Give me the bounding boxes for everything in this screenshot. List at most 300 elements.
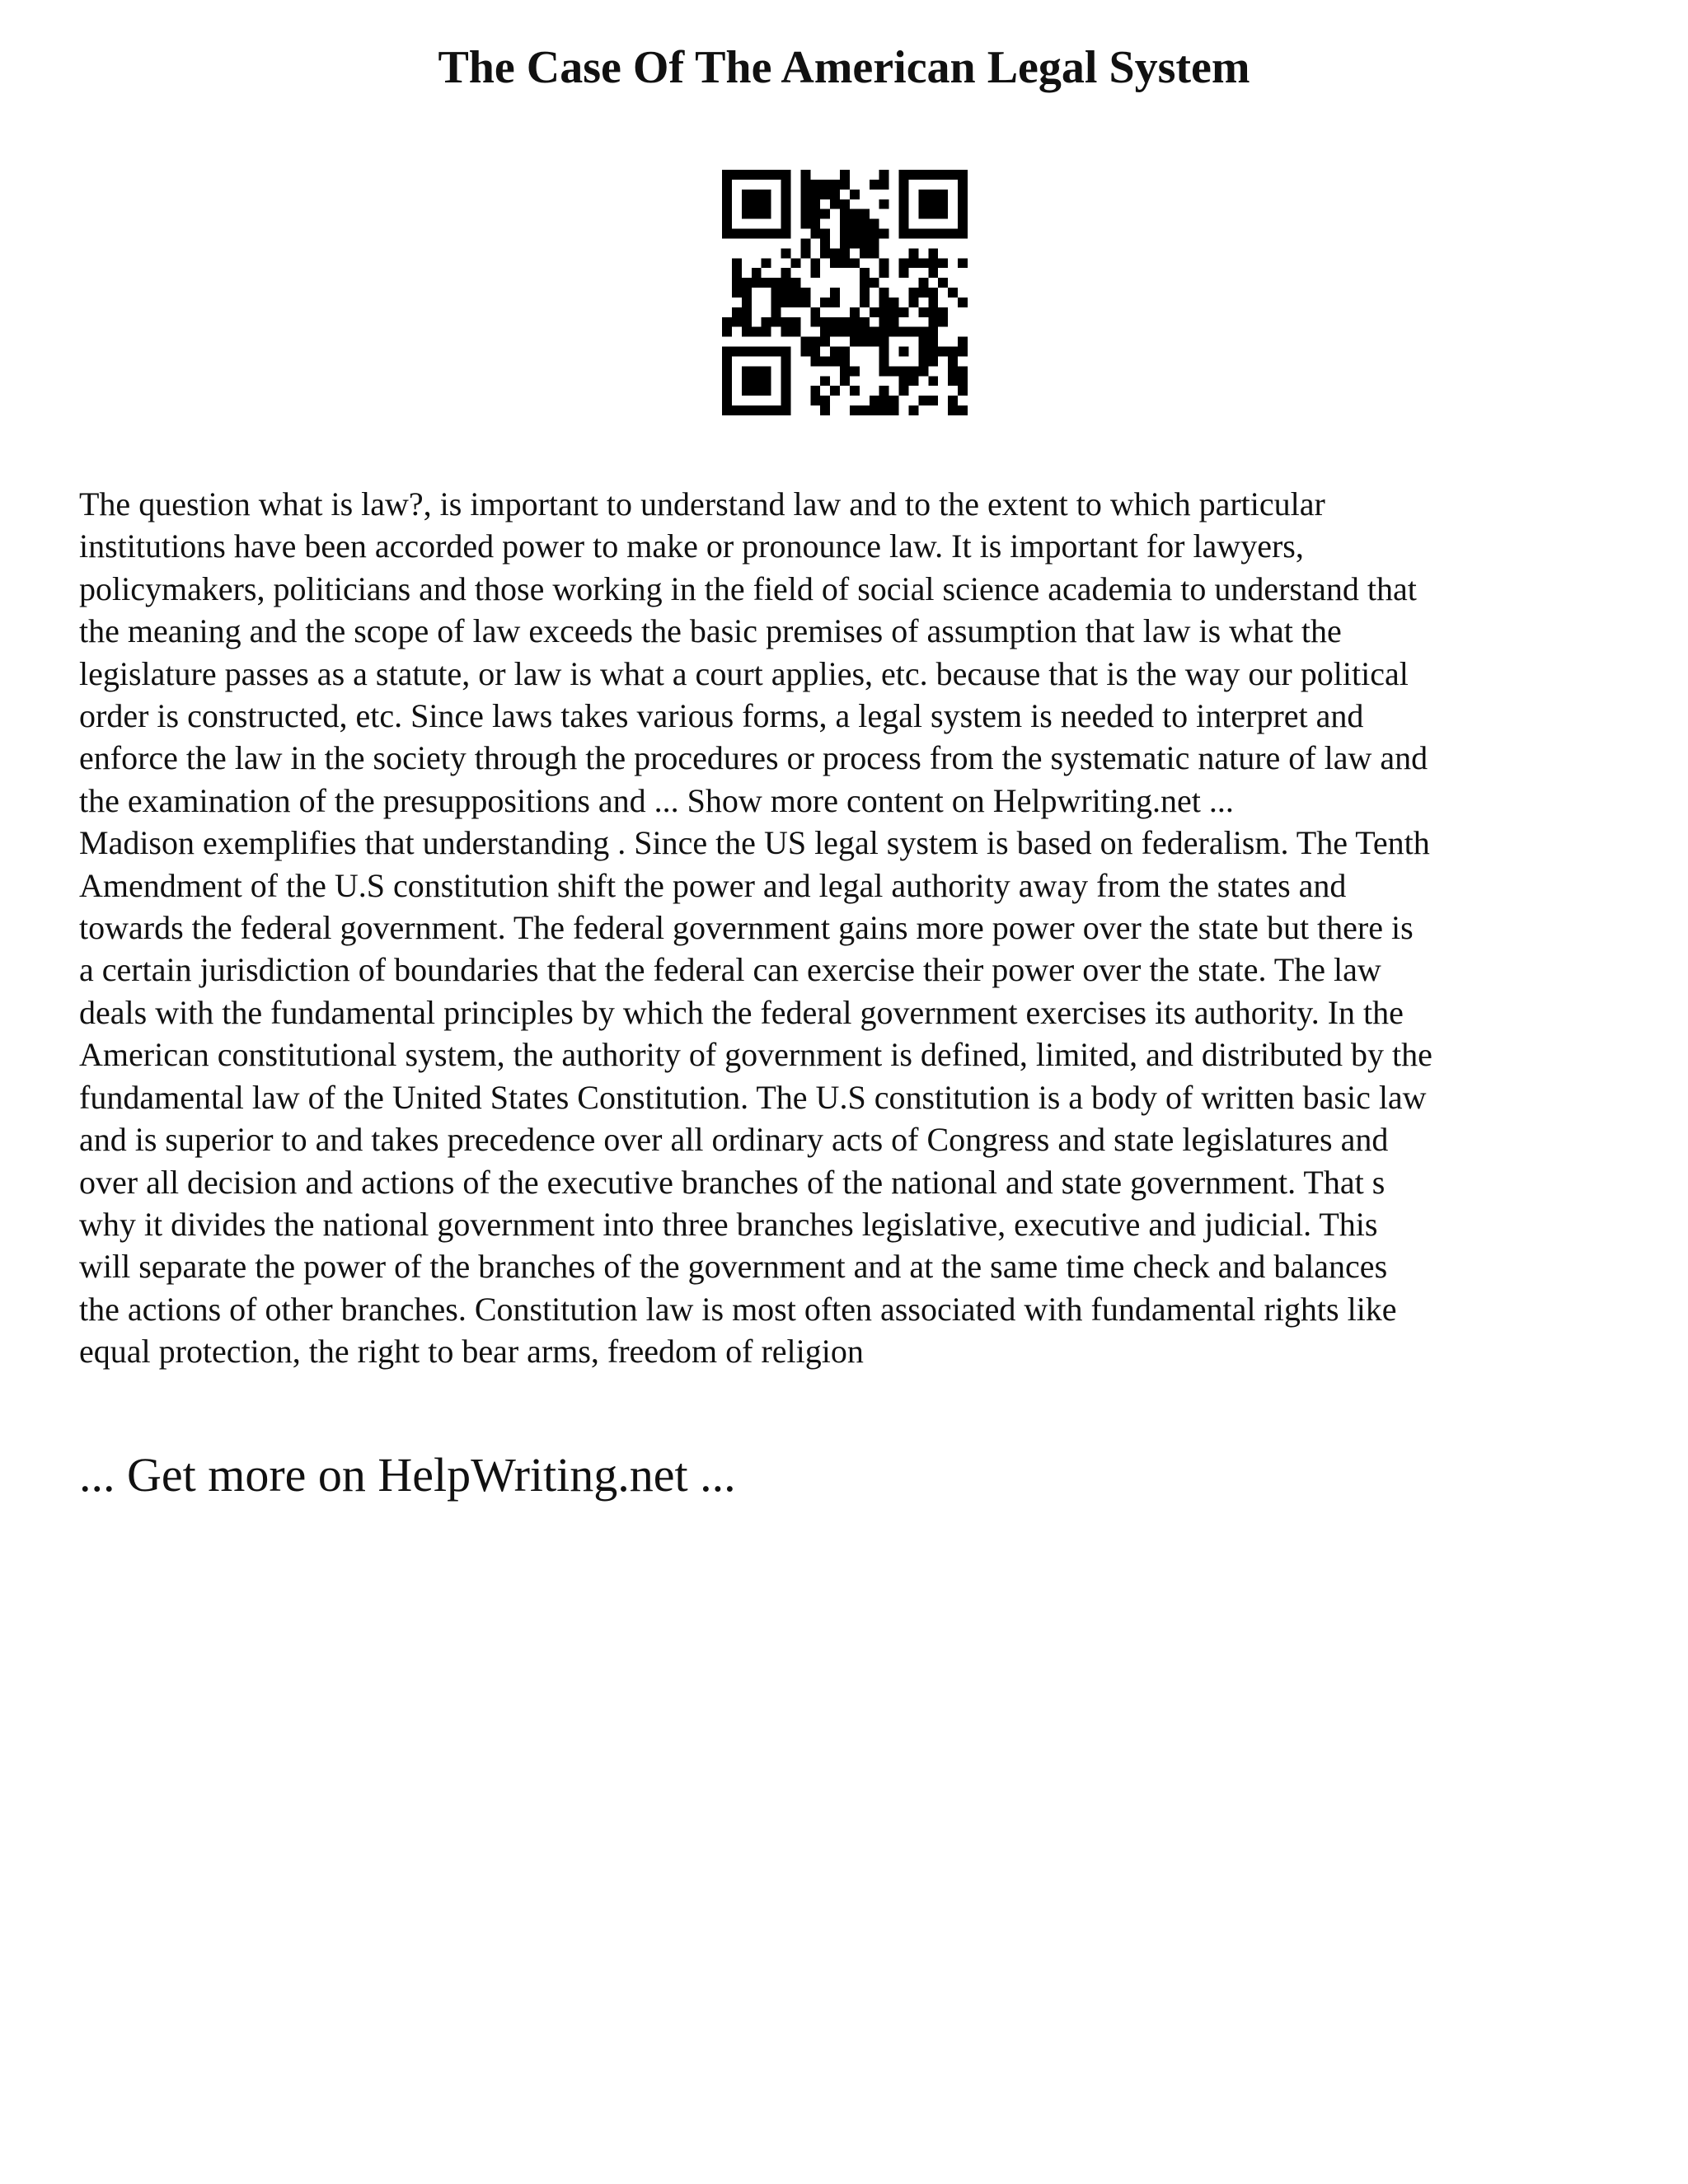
qr-module bbox=[722, 396, 732, 405]
qr-module bbox=[742, 376, 752, 386]
qr-module bbox=[771, 229, 781, 239]
qr-module bbox=[850, 258, 860, 268]
qr-module bbox=[820, 376, 830, 386]
qr-module bbox=[948, 347, 958, 357]
qr-module bbox=[781, 180, 791, 190]
qr-module bbox=[958, 258, 968, 268]
qr-module bbox=[879, 298, 889, 307]
qr-module bbox=[762, 327, 771, 337]
qr-module bbox=[948, 288, 958, 298]
qr-module bbox=[742, 209, 752, 219]
qr-module bbox=[958, 337, 968, 347]
qr-module bbox=[889, 327, 899, 337]
qr-module bbox=[850, 307, 860, 317]
qr-module bbox=[771, 298, 781, 307]
qr-module bbox=[830, 288, 840, 298]
qr-module bbox=[879, 405, 889, 415]
qr-module bbox=[928, 347, 938, 357]
qr-module bbox=[928, 337, 938, 347]
qr-module bbox=[958, 386, 968, 396]
body-line: policymakers, politicians and those working in the field of social science academia to understand that bbox=[79, 569, 1417, 607]
qr-module bbox=[722, 356, 732, 366]
qr-module bbox=[790, 327, 800, 337]
qr-module bbox=[742, 347, 752, 357]
qr-module bbox=[732, 347, 742, 357]
body-text bbox=[79, 483, 1612, 1373]
qr-module bbox=[938, 347, 948, 357]
qr-module bbox=[742, 366, 752, 376]
qr-module bbox=[850, 209, 860, 219]
body-line: will separate the power of the branches of the government and at the same time check and balances bbox=[79, 1248, 1388, 1286]
qr-module bbox=[889, 317, 899, 327]
qr-module bbox=[762, 199, 771, 209]
qr-module bbox=[879, 347, 889, 357]
qr-module bbox=[928, 248, 938, 258]
qr-module bbox=[810, 337, 820, 347]
qr-module bbox=[918, 337, 928, 347]
qr-module bbox=[722, 229, 732, 239]
qr-module bbox=[722, 405, 732, 415]
qr-module bbox=[790, 298, 800, 307]
qr-module bbox=[870, 278, 879, 288]
qr-module bbox=[830, 347, 840, 357]
qr-module bbox=[781, 347, 791, 357]
qr-module bbox=[948, 366, 958, 376]
qr-module bbox=[908, 298, 918, 307]
qr-module bbox=[860, 219, 870, 229]
qr-module bbox=[850, 229, 860, 239]
qr-module bbox=[830, 248, 840, 258]
qr-module bbox=[830, 356, 840, 366]
qr-module bbox=[820, 238, 830, 248]
qr-module bbox=[908, 170, 918, 180]
qr-module bbox=[870, 396, 879, 405]
qr-module bbox=[722, 209, 732, 219]
qr-module bbox=[918, 356, 928, 366]
qr-module bbox=[762, 376, 771, 386]
qr-module bbox=[722, 386, 732, 396]
qr-module bbox=[820, 209, 830, 219]
qr-module bbox=[899, 268, 909, 278]
qr-module bbox=[722, 347, 732, 357]
qr-module bbox=[860, 298, 870, 307]
qr-module bbox=[850, 386, 860, 396]
qr-module bbox=[860, 288, 870, 298]
qr-module bbox=[908, 405, 918, 415]
qr-module bbox=[742, 327, 752, 337]
qr-module bbox=[938, 170, 948, 180]
qr-module bbox=[762, 209, 771, 219]
qr-module bbox=[870, 307, 879, 317]
qr-module bbox=[840, 327, 850, 337]
qr-module bbox=[908, 229, 918, 239]
qr-module bbox=[771, 317, 781, 327]
qr-module bbox=[928, 199, 938, 209]
qr-module bbox=[771, 278, 781, 288]
qr-module bbox=[938, 258, 948, 268]
qr-module bbox=[752, 170, 762, 180]
body-line: Madison exemplifies that understanding . Since the US legal system is based on federalism. The Tenth bbox=[79, 824, 1430, 862]
qr-module bbox=[762, 190, 771, 199]
qr-module bbox=[879, 170, 889, 180]
qr-module bbox=[732, 278, 742, 288]
qr-module bbox=[899, 180, 909, 190]
body-line: The question what is law?, is important to understand law and to the extent to which particular bbox=[79, 485, 1325, 523]
qr-module bbox=[889, 396, 899, 405]
qr-module bbox=[928, 356, 938, 366]
qr-module bbox=[732, 307, 742, 317]
qr-module bbox=[810, 386, 820, 396]
qr-module bbox=[742, 307, 752, 317]
qr-module bbox=[762, 386, 771, 396]
qr-module bbox=[918, 199, 928, 209]
qr-module bbox=[840, 258, 850, 268]
qr-module bbox=[752, 209, 762, 219]
qr-module bbox=[790, 278, 800, 288]
body-line: why it divides the national government into three branches legislative, executive and judicial. This bbox=[79, 1205, 1378, 1243]
qr-module bbox=[928, 288, 938, 298]
qr-module bbox=[810, 190, 820, 199]
qr-module bbox=[958, 219, 968, 229]
qr-module bbox=[752, 268, 762, 278]
qr-module bbox=[889, 298, 899, 307]
qr-module bbox=[762, 347, 771, 357]
qr-module bbox=[820, 190, 830, 199]
qr-module bbox=[918, 366, 928, 376]
qr-module bbox=[732, 405, 742, 415]
qr-module bbox=[752, 199, 762, 209]
qr-module bbox=[840, 170, 850, 180]
body-line: legislature passes as a statute, or law is what a court applies, etc. because that is the way our political bbox=[79, 654, 1409, 692]
qr-module bbox=[840, 199, 850, 209]
qr-module bbox=[860, 327, 870, 337]
qr-module bbox=[870, 405, 879, 415]
qr-module bbox=[722, 317, 732, 327]
qr-module bbox=[879, 317, 889, 327]
qr-module bbox=[742, 386, 752, 396]
qr-module bbox=[752, 347, 762, 357]
qr-module bbox=[830, 180, 840, 190]
qr-module bbox=[810, 347, 820, 357]
body-line: towards the federal government. The federal government gains more power over the state but there is bbox=[79, 909, 1414, 947]
qr-module bbox=[928, 170, 938, 180]
qr-module bbox=[928, 229, 938, 239]
qr-module bbox=[850, 337, 860, 347]
qr-module bbox=[732, 229, 742, 239]
qr-module bbox=[722, 366, 732, 376]
qr-module bbox=[752, 386, 762, 396]
qr-module bbox=[958, 366, 968, 376]
qr-module bbox=[781, 199, 791, 209]
qr-module bbox=[938, 278, 948, 288]
qr-module bbox=[800, 337, 810, 347]
get-more-link[interactable]: ... Get more on HelpWriting.net ... bbox=[79, 1448, 736, 1502]
qr-module bbox=[899, 327, 909, 337]
qr-module bbox=[860, 238, 870, 248]
qr-module bbox=[810, 199, 820, 209]
qr-module bbox=[938, 307, 948, 317]
qr-module bbox=[928, 209, 938, 219]
qr-module bbox=[722, 170, 732, 180]
qr-module bbox=[742, 298, 752, 307]
qr-module bbox=[820, 317, 830, 327]
qr-module bbox=[840, 180, 850, 190]
qr-module bbox=[850, 190, 860, 199]
qr-module bbox=[781, 376, 791, 386]
qr-module bbox=[781, 190, 791, 199]
qr-module bbox=[790, 317, 800, 327]
qr-module bbox=[879, 180, 889, 190]
qr-module bbox=[889, 307, 899, 317]
qr-module bbox=[879, 258, 889, 268]
qr-module bbox=[850, 405, 860, 415]
qr-module bbox=[928, 307, 938, 317]
qr-module bbox=[732, 317, 742, 327]
qr-module bbox=[918, 288, 928, 298]
qr-module bbox=[810, 209, 820, 219]
qr-module bbox=[879, 229, 889, 239]
qr-module bbox=[810, 229, 820, 239]
qr-module bbox=[781, 248, 791, 258]
qr-module bbox=[800, 347, 810, 357]
qr-module bbox=[938, 190, 948, 199]
qr-module bbox=[820, 396, 830, 405]
qr-module bbox=[879, 386, 889, 396]
qr-module bbox=[938, 199, 948, 209]
qr-module bbox=[840, 229, 850, 239]
qr-module bbox=[918, 258, 928, 268]
qr-module bbox=[879, 327, 889, 337]
qr-module bbox=[928, 268, 938, 278]
qr-module bbox=[742, 229, 752, 239]
qr-module bbox=[948, 229, 958, 239]
qr-module bbox=[762, 405, 771, 415]
qr-module bbox=[800, 199, 810, 209]
qr-module bbox=[948, 170, 958, 180]
qr-module bbox=[742, 405, 752, 415]
qr-module bbox=[820, 229, 830, 239]
qr-module bbox=[771, 288, 781, 298]
qr-module bbox=[722, 219, 732, 229]
qr-module bbox=[820, 298, 830, 307]
body-line: American constitutional system, the authority of government is defined, limited, and distributed by the bbox=[79, 1036, 1432, 1074]
qr-module bbox=[958, 405, 968, 415]
qr-module bbox=[879, 366, 889, 376]
qr-module bbox=[958, 209, 968, 219]
qr-module bbox=[742, 317, 752, 327]
qr-module bbox=[771, 405, 781, 415]
qr-module bbox=[752, 229, 762, 239]
qr-module bbox=[781, 170, 791, 180]
qr-module bbox=[918, 229, 928, 239]
qr-module bbox=[870, 337, 879, 347]
qr-module bbox=[860, 268, 870, 278]
qr-module bbox=[899, 347, 909, 357]
qr-module bbox=[870, 327, 879, 337]
qr-module bbox=[870, 248, 879, 258]
qr-module bbox=[860, 337, 870, 347]
qr-module bbox=[800, 209, 810, 219]
body-line: and is superior to and takes precedence over all ordinary acts of Congress and state legislatures and bbox=[79, 1121, 1389, 1159]
page-title: The Case Of The American Legal System bbox=[438, 42, 1250, 93]
qr-module bbox=[840, 248, 850, 258]
qr-module bbox=[790, 258, 800, 268]
qr-module bbox=[908, 327, 918, 337]
qr-module bbox=[860, 317, 870, 327]
qr-module bbox=[781, 229, 791, 239]
qr-module bbox=[928, 298, 938, 307]
qr-module bbox=[948, 396, 958, 405]
qr-module bbox=[781, 327, 791, 337]
qr-module bbox=[948, 405, 958, 415]
qr-module bbox=[742, 170, 752, 180]
qr-module bbox=[879, 268, 889, 278]
qr-module bbox=[918, 278, 928, 288]
qr-module bbox=[732, 268, 742, 278]
qr-module bbox=[722, 180, 732, 190]
qr-module bbox=[781, 219, 791, 229]
qr-module bbox=[840, 317, 850, 327]
qr-module bbox=[781, 405, 791, 415]
qr-module bbox=[908, 288, 918, 298]
qr-code-icon bbox=[722, 170, 968, 415]
qr-module bbox=[810, 307, 820, 317]
qr-module bbox=[810, 268, 820, 278]
qr-module bbox=[742, 199, 752, 209]
qr-module bbox=[850, 219, 860, 229]
qr-module bbox=[762, 229, 771, 239]
qr-module bbox=[899, 386, 909, 396]
qr-module bbox=[781, 268, 791, 278]
qr-module bbox=[830, 317, 840, 327]
qr-module bbox=[771, 347, 781, 357]
qr-module bbox=[870, 219, 879, 229]
qr-module bbox=[800, 288, 810, 298]
qr-module bbox=[820, 248, 830, 258]
body-line: Amendment of the U.S constitution shift the power and legal authority away from the states and bbox=[79, 866, 1347, 904]
qr-module bbox=[879, 337, 889, 347]
qr-module bbox=[879, 307, 889, 317]
qr-module bbox=[781, 356, 791, 366]
qr-module bbox=[722, 376, 732, 386]
qr-module bbox=[840, 219, 850, 229]
qr-module bbox=[899, 376, 909, 386]
qr-module bbox=[762, 317, 771, 327]
qr-module bbox=[732, 170, 742, 180]
qr-module bbox=[899, 209, 909, 219]
qr-module bbox=[800, 238, 810, 248]
qr-module bbox=[810, 219, 820, 229]
qr-module bbox=[830, 258, 840, 268]
qr-module bbox=[958, 180, 968, 190]
qr-module bbox=[752, 190, 762, 199]
qr-module bbox=[800, 298, 810, 307]
qr-module bbox=[732, 288, 742, 298]
qr-module bbox=[820, 405, 830, 415]
qr-module bbox=[948, 356, 958, 366]
qr-module bbox=[762, 366, 771, 376]
qr-code[interactable] bbox=[722, 170, 968, 415]
body-line: order is constructed, etc. Since laws takes various forms, a legal system is needed to interpret and bbox=[79, 697, 1364, 735]
qr-module bbox=[889, 405, 899, 415]
qr-module bbox=[908, 366, 918, 376]
qr-module bbox=[722, 190, 732, 199]
body-line: enforce the law in the society through the procedures or process from the systematic nature of law and bbox=[79, 739, 1428, 777]
qr-module bbox=[928, 396, 938, 405]
qr-module bbox=[762, 258, 771, 268]
qr-module bbox=[840, 238, 850, 248]
qr-module bbox=[732, 258, 742, 268]
qr-module bbox=[870, 229, 879, 239]
qr-module bbox=[742, 288, 752, 298]
qr-module bbox=[918, 190, 928, 199]
qr-module bbox=[899, 307, 909, 317]
qr-module bbox=[879, 356, 889, 366]
qr-module bbox=[850, 366, 860, 376]
qr-module bbox=[918, 209, 928, 219]
qr-module bbox=[752, 327, 762, 337]
qr-module bbox=[928, 317, 938, 327]
qr-module bbox=[781, 366, 791, 376]
qr-module bbox=[781, 298, 791, 307]
qr-module bbox=[771, 170, 781, 180]
qr-module bbox=[860, 278, 870, 288]
qr-module bbox=[722, 327, 732, 337]
qr-module bbox=[889, 366, 899, 376]
body-line: the examination of the presuppositions and ... Show more content on Helpwriting.net ... bbox=[79, 781, 1234, 819]
qr-module bbox=[752, 405, 762, 415]
body-line: the meaning and the scope of law exceeds the basic premises of assumption that law is what the bbox=[79, 612, 1342, 650]
qr-module bbox=[830, 190, 840, 199]
qr-module bbox=[958, 190, 968, 199]
qr-module bbox=[928, 190, 938, 199]
qr-module bbox=[899, 199, 909, 209]
qr-module bbox=[771, 307, 781, 317]
qr-module bbox=[830, 298, 840, 307]
qr-module bbox=[830, 199, 840, 209]
qr-module bbox=[948, 376, 958, 386]
qr-module bbox=[958, 376, 968, 386]
qr-module bbox=[908, 258, 918, 268]
qr-module bbox=[928, 327, 938, 337]
qr-module bbox=[830, 327, 840, 337]
qr-module bbox=[820, 327, 830, 337]
qr-module bbox=[781, 317, 791, 327]
qr-module bbox=[840, 366, 850, 376]
qr-module bbox=[870, 180, 879, 190]
qr-module bbox=[810, 396, 820, 405]
qr-module bbox=[762, 278, 771, 288]
qr-module bbox=[850, 238, 860, 248]
qr-module bbox=[850, 317, 860, 327]
qr-module bbox=[810, 356, 820, 366]
qr-module bbox=[899, 219, 909, 229]
body-line: institutions have been accorded power to make or pronounce law. It is important for lawyers, bbox=[79, 527, 1304, 565]
qr-module bbox=[800, 248, 810, 258]
qr-module bbox=[820, 337, 830, 347]
qr-module bbox=[860, 248, 870, 258]
qr-module bbox=[790, 288, 800, 298]
qr-module bbox=[781, 209, 791, 219]
qr-module bbox=[908, 376, 918, 386]
qr-module bbox=[879, 288, 889, 298]
qr-module bbox=[800, 170, 810, 180]
qr-module bbox=[918, 396, 928, 405]
qr-module bbox=[860, 405, 870, 415]
qr-module bbox=[928, 258, 938, 268]
qr-module bbox=[810, 258, 820, 268]
qr-module bbox=[860, 229, 870, 239]
